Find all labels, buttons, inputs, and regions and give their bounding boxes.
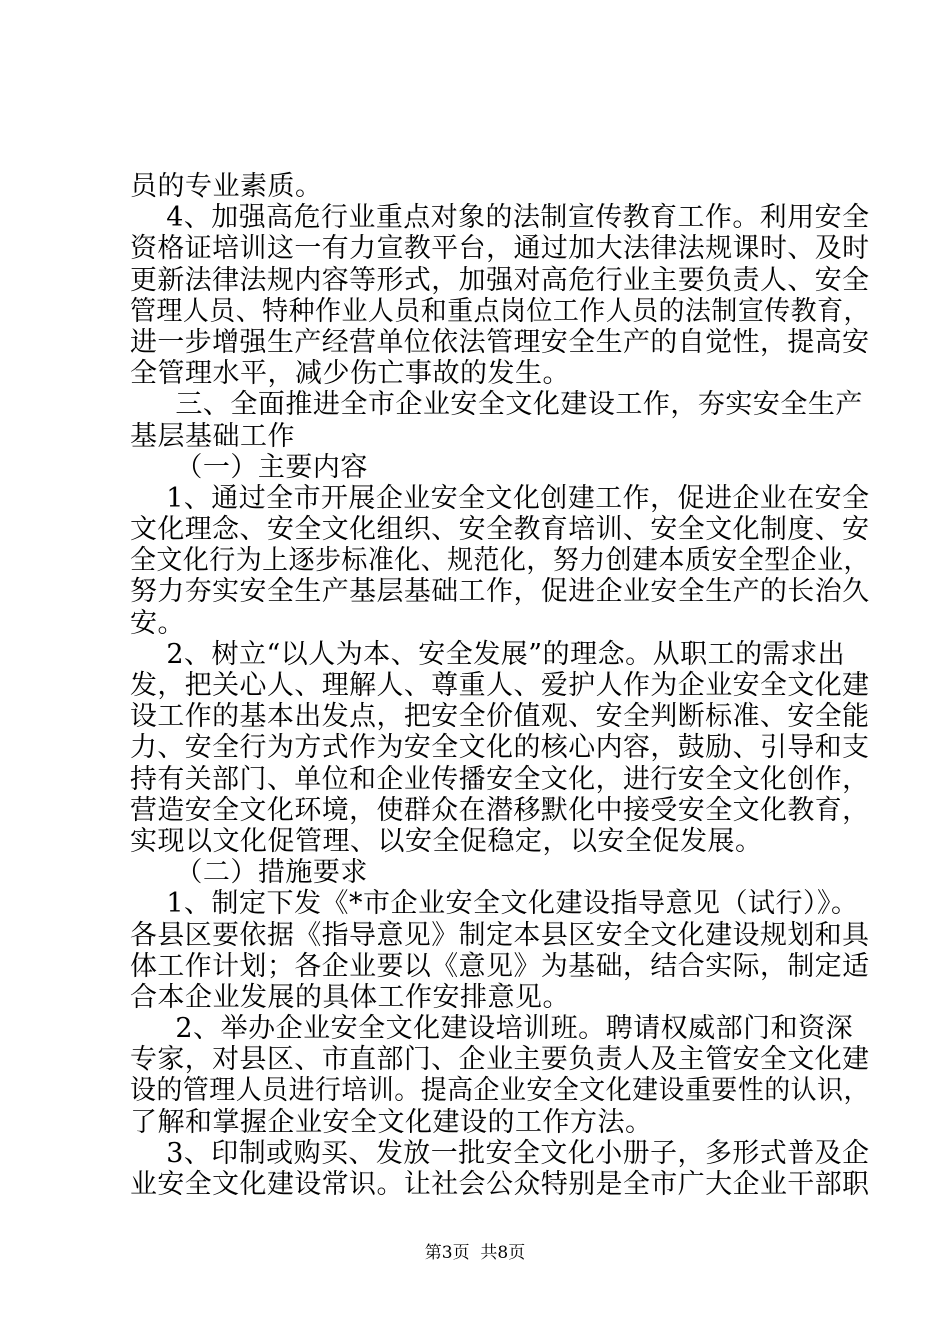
text-line: 全文化行为上逐步标准化、规范化，努力创建本质安全型企业， bbox=[130, 545, 870, 576]
text-line: 进一步增强生产经营单位依法管理安全生产的自觉性，提高安 bbox=[130, 327, 870, 358]
text-line: 专家，对县区、市直部门、企业主要负责人及主管安全文化建 bbox=[130, 1044, 870, 1075]
subsection-heading: （一）主要内容 bbox=[130, 452, 368, 483]
text-line: 体工作计划；各企业要以《意见》为基础，结合实际，制定适 bbox=[130, 951, 870, 982]
text-line: 发，把关心人、理解人、尊重人、爱护人作为企业安全文化建 bbox=[130, 670, 870, 701]
text-line: 努力夯实安全生产基层基础工作，促进企业安全生产的长治久 bbox=[130, 576, 870, 607]
text-line: 实现以文化促管理、以安全促稳定，以安全促发展。 bbox=[130, 826, 763, 857]
text-line: 员的专业素质。 bbox=[130, 171, 323, 202]
text-line: 2、举办企业安全文化建设培训班。聘请权威部门和资深 bbox=[130, 1013, 854, 1044]
text-line: 安。 bbox=[130, 608, 185, 639]
text-line: 营造安全文化环境，使群众在潜移默化中接受安全文化教育， bbox=[130, 795, 870, 826]
section-heading: 基层基础工作 bbox=[130, 421, 295, 452]
text-line: 设工作的基本出发点，把安全价值观、安全判断标准、安全能 bbox=[130, 701, 870, 732]
text-line: 合本企业发展的具体工作安排意见。 bbox=[130, 982, 570, 1013]
text-line: 设的管理人员进行培训。提高企业安全文化建设重要性的认识， bbox=[130, 1075, 870, 1106]
text-line: 1、通过全市开展企业安全文化创建工作，促进企业在安全 bbox=[130, 483, 870, 514]
section-heading: 三、全面推进全市企业安全文化建设工作，夯实安全生产 bbox=[130, 389, 863, 420]
text-line: 力、安全行为方式作为安全文化的核心内容，鼓励、引导和支 bbox=[130, 732, 870, 763]
text-line: 3、印制或购买、发放一批安全文化小册子，多形式普及企 bbox=[130, 1138, 870, 1169]
text-line: 更新法律法规内容等形式，加强对高危行业主要负责人、安全 bbox=[130, 265, 870, 296]
text-line: 资格证培训这一有力宣教平台，通过加大法律法规课时、及时 bbox=[130, 233, 870, 264]
text-line: 2、树立“以人为本、安全发展”的理念。从职工的需求出 bbox=[130, 639, 846, 670]
text-line: 了解和掌握企业安全文化建设的工作方法。 bbox=[130, 1107, 653, 1138]
text-line: 业安全文化建设常识。让社会公众特别是全市广大企业干部职 bbox=[130, 1169, 870, 1200]
text-line: 管理人员、特种作业人员和重点岗位工作人员的法制宣传教育， bbox=[130, 296, 870, 327]
page-number-footer: 第3页 共8页 bbox=[424, 1243, 526, 1263]
text-line: 全管理水平，减少伤亡事故的发生。 bbox=[130, 358, 570, 389]
subsection-heading: （二）措施要求 bbox=[130, 857, 368, 888]
text-line: 各县区要依据《指导意见》制定本县区安全文化建设规划和具 bbox=[130, 920, 870, 951]
text-line: 文化理念、安全文化组织、安全教育培训、安全文化制度、安 bbox=[130, 514, 870, 545]
text-line: 持有关部门、单位和企业传播安全文化，进行安全文化创作， bbox=[130, 764, 870, 795]
text-line: 4、加强高危行业重点对象的法制宣传教育工作。利用安全 bbox=[130, 202, 870, 233]
text-line: 1、制定下发《*市企业安全文化建设指导意见（试行）》。 bbox=[130, 888, 859, 919]
